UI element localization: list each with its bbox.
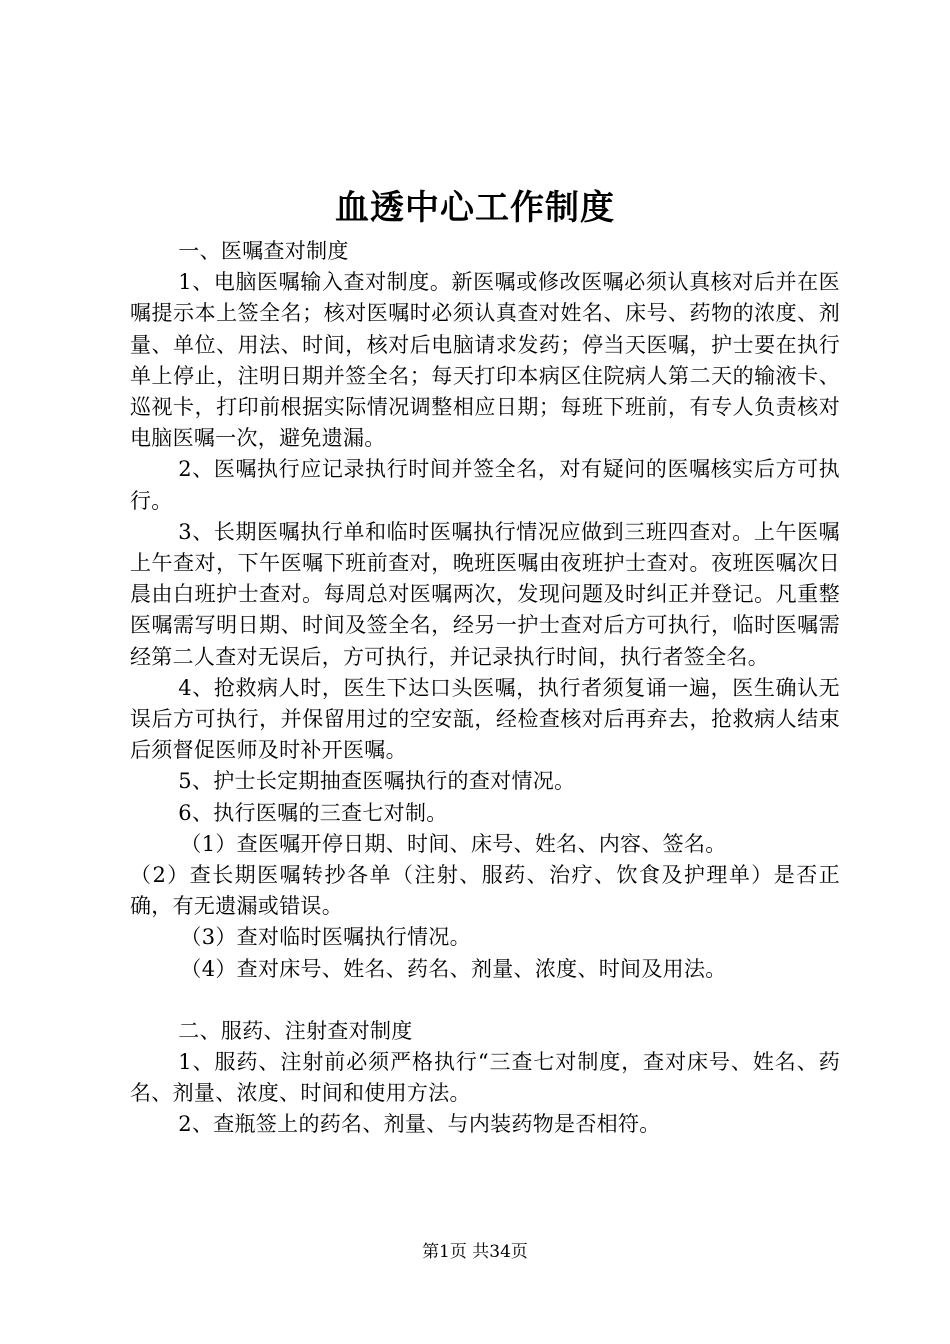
paragraph-1-4: 4、抢救病人时，医生下达口头医嘱，执行者须复诵一遍，医生确认无误后方可执行，并保留用过的空安瓿，经检查核对后再弃去，抢救病人结束后须督促医师及时补开医嘱。	[130, 675, 840, 763]
paragraph-2-2: 2、查瓶签上的药名、剂量、与内装药物是否相符。	[178, 1112, 661, 1137]
section-heading-2: 二、服药、注射查对制度	[178, 1018, 413, 1043]
paragraph-1-6: 6、执行医嘱的三查七对制。	[178, 800, 448, 825]
paragraph-1-5: 5、护士长定期抽查医嘱执行的查对情况。	[178, 769, 576, 794]
paragraph-1-3: 3、长期医嘱执行单和临时医嘱执行情况应做到三班四查对。上午医嘱上午查对，下午医嘱下班前查对，晚班医嘱由夜班护士查对。夜班医嘱次日晨由白班护士查对。每周总对医嘱两次，发现问题及时纠正并登记。凡重整医嘱需写明日期、时间及签全名，经另一护士查对后方可执行，临时医嘱需经第二人查对无误后，方可执行，并记录执行时间，执行者签全名。	[130, 519, 840, 669]
sub-item-1: （1）查医嘱开停日期、时间、床号、姓名、内容、签名。	[180, 831, 727, 856]
sub-item-2: （2）查长期医嘱转抄各单（注射、服药、治疗、饮食及护理单）是否正确，有无遗漏或错误。	[130, 863, 840, 919]
paragraph-1-1: 1、电脑医嘱输入查对制度。新医嘱或修改医嘱必须认真核对后并在医嘱提示本上签全名；核对医嘱时必须认真查对姓名、床号、药物的浓度、剂量、单位、用法、时间，核对后电脑请求发药；停当天医嘱，护士要在执行单上停止，注明日期并签全名；每天打印本病区住院病人第二天的输液卡、巡视卡，打印前根据实际情况调整相应日期；每班下班前，有专人负责核对电脑医嘱一次，避免遗漏。	[130, 270, 840, 451]
sub-item-3: （3）查对临时医嘱执行情况。	[180, 925, 471, 950]
page-footer: 第1页 共34页	[422, 1242, 528, 1262]
paragraph-1-2: 2、医嘱执行应记录执行时间并签全名，对有疑问的医嘱核实后方可执行。	[130, 457, 840, 513]
sub-item-4: （4）查对床号、姓名、药名、剂量、浓度、时间及用法。	[180, 956, 727, 981]
document-body	[130, 236, 840, 1141]
section-gap	[130, 985, 840, 1016]
section-heading-1: 一、医嘱查对制度	[178, 239, 349, 263]
document-title: 血透中心工作制度	[335, 188, 615, 228]
paragraph-2-1: 1、服药、注射前必须严格执行“三查七对制度，查对床号、姓名、药名、剂量、浓度、时间和使用方法。	[130, 1050, 840, 1106]
